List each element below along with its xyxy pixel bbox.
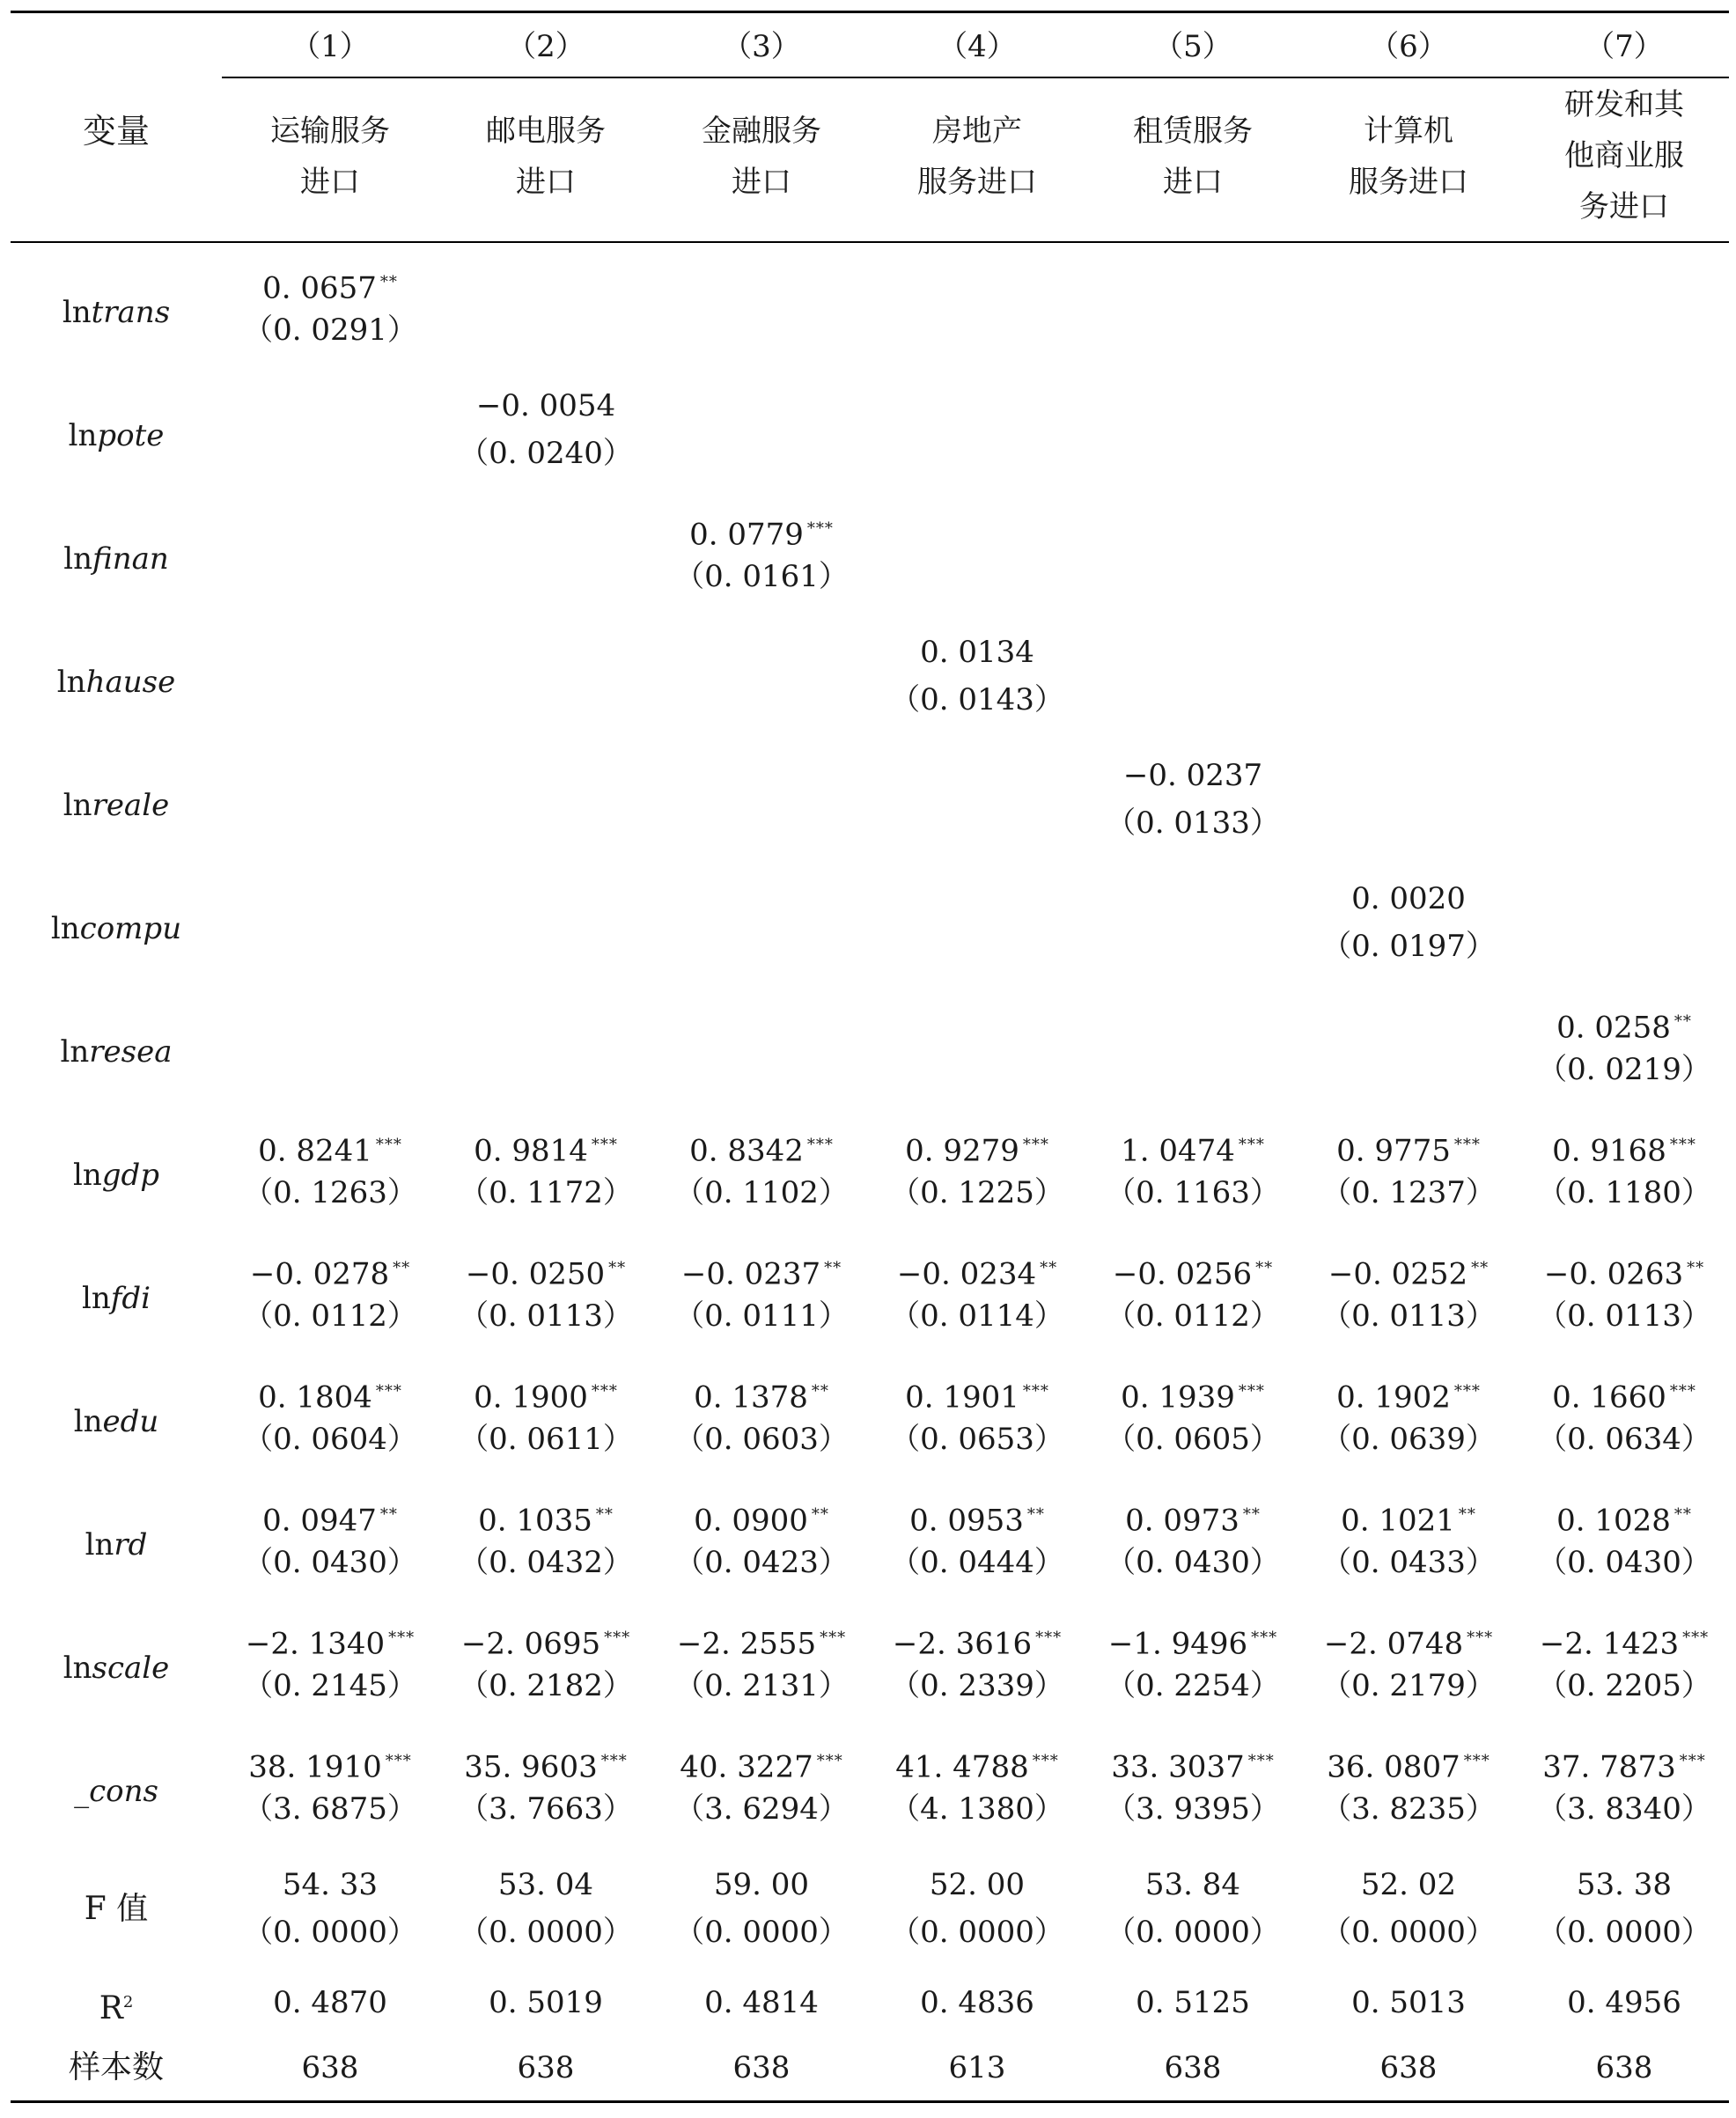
sample-size-value: 638	[1164, 2050, 1222, 2085]
column-number: （4）	[938, 29, 1017, 64]
significance-stars: ***	[1669, 1382, 1696, 1401]
significance-stars: ***	[1467, 1629, 1494, 1647]
row-label-variable: reale	[92, 788, 170, 823]
row-label-variable: hause	[85, 665, 176, 700]
standard-error: （0. 0423）	[674, 1545, 849, 1580]
standard-error: （0. 0114）	[890, 1298, 1064, 1334]
coefficient	[638, 505, 885, 558]
column-number-rule	[222, 77, 1729, 78]
standard-error: （0. 1225）	[890, 1175, 1064, 1210]
row-label-prefix: ln	[50, 911, 80, 946]
coefficient	[1285, 1245, 1532, 1298]
standard-error: （0. 0133）	[1106, 805, 1280, 841]
f-stat-value: 52. 00	[929, 1867, 1026, 1902]
coefficient	[1501, 998, 1736, 1051]
column-name-line: 服务进口	[1349, 165, 1468, 200]
coefficient	[423, 1738, 669, 1791]
f-stat-pvalue: （0. 0000）	[459, 1915, 633, 1950]
f-stat-label: F 值	[84, 1891, 149, 1927]
r-squared-label	[11, 1979, 222, 2033]
sample-size-value: 638	[517, 2050, 575, 2085]
row-label	[11, 1275, 222, 1322]
coefficient-value: 0. 0258	[1556, 1010, 1671, 1046]
row-label	[11, 1151, 222, 1199]
significance-stars: **	[1255, 1259, 1274, 1277]
coefficient	[854, 1122, 1100, 1174]
coefficient-value: −2. 1423	[1539, 1626, 1680, 1662]
coefficient	[1501, 1122, 1736, 1174]
row-label-prefix: ln	[62, 295, 92, 330]
sample-size-value: 638	[1595, 2050, 1653, 2085]
r-squared-label-sup: 2	[122, 1993, 134, 2011]
standard-error: （0. 0603）	[674, 1422, 849, 1457]
significance-stars: ***	[1453, 1382, 1481, 1401]
coefficient-value: 0. 1901	[905, 1379, 1019, 1416]
coefficient-value: −1. 9496	[1107, 1626, 1248, 1662]
coefficient-value: 0. 8342	[689, 1133, 804, 1169]
coefficient	[1070, 752, 1316, 799]
row-label-prefix: ln	[63, 541, 93, 577]
standard-error: （3. 9395）	[1106, 1791, 1280, 1827]
r-squared-value: 0. 5125	[1136, 1985, 1250, 2020]
row-label-variable: gdp	[101, 1158, 160, 1193]
coefficient	[207, 1368, 453, 1421]
coefficient	[638, 1738, 885, 1791]
coefficient	[1285, 1491, 1532, 1544]
standard-error: （0. 0197）	[1321, 929, 1496, 964]
coefficient	[1285, 1122, 1532, 1174]
column-name	[872, 106, 1083, 208]
row-label-prefix: ln	[68, 418, 98, 453]
row-label-variable: finan	[92, 541, 169, 577]
significance-stars: ***	[375, 1382, 402, 1401]
coefficient-value: 41. 4788	[895, 1749, 1029, 1785]
f-stat-pvalue: （0. 0000）	[1537, 1915, 1711, 1950]
standard-error: （0. 1172）	[459, 1175, 633, 1210]
coefficient	[423, 1368, 669, 1421]
column-name-line: 他商业服	[1564, 138, 1684, 173]
coefficient-value: −0. 0250	[465, 1256, 606, 1292]
standard-error: （0. 0430）	[1537, 1545, 1711, 1580]
coefficient-value: 0. 0779	[689, 517, 804, 553]
column-number: （3）	[722, 29, 801, 64]
row-label-prefix: ln	[63, 788, 92, 823]
r-squared-value: 0. 4836	[920, 1985, 1034, 2020]
top-rule	[11, 11, 1729, 13]
coefficient-value: 0. 1900	[474, 1379, 588, 1416]
variable-header: 变量	[82, 112, 150, 151]
significance-stars: **	[1040, 1259, 1058, 1277]
coefficient-value: −0. 0278	[249, 1256, 390, 1292]
coefficient	[854, 629, 1100, 676]
standard-error: （0. 0653）	[890, 1422, 1064, 1457]
standard-error: （3. 8340）	[1537, 1791, 1711, 1827]
coefficient-value: −2. 0695	[460, 1626, 601, 1662]
column-name	[224, 106, 436, 208]
significance-stars: ***	[1669, 1136, 1696, 1154]
column-number: （1）	[291, 29, 370, 64]
significance-stars: ***	[1251, 1629, 1278, 1647]
significance-stars: ***	[816, 1752, 843, 1770]
coefficient	[854, 1614, 1100, 1667]
standard-error: （0. 0604）	[243, 1422, 417, 1457]
row-label-prefix: ln	[72, 1158, 102, 1193]
standard-error: （0. 0639）	[1321, 1422, 1496, 1457]
column-number: （6）	[1369, 29, 1448, 64]
coefficient	[207, 1491, 453, 1544]
significance-stars: ***	[1022, 1136, 1049, 1154]
coefficient-value: 0. 8241	[258, 1133, 372, 1169]
f-stat-value: 53. 04	[497, 1867, 594, 1902]
f-stat-pvalue: （0. 0000）	[1106, 1915, 1280, 1950]
significance-stars: ***	[820, 1629, 847, 1647]
r-squared-label-text: R	[99, 1990, 123, 2026]
coefficient-value: −0. 0054	[475, 388, 616, 423]
coefficient-value: 37. 7873	[1542, 1749, 1676, 1785]
coefficient-value: 35. 9603	[464, 1749, 598, 1785]
standard-error: （0. 0444）	[890, 1545, 1064, 1580]
coefficient	[1070, 1122, 1316, 1174]
standard-error: （0. 0291）	[243, 313, 417, 348]
r-squared-value: 0. 5013	[1351, 1985, 1466, 2020]
coefficient	[1501, 1614, 1736, 1667]
coefficient-value: −0. 0252	[1328, 1256, 1468, 1292]
standard-error: （0. 0430）	[243, 1545, 417, 1580]
standard-error: （0. 1163）	[1106, 1175, 1280, 1210]
r-squared-value: 0. 4956	[1567, 1985, 1681, 2020]
row-label	[11, 412, 222, 460]
row-label-variable: trans	[91, 295, 171, 330]
column-name-line: 进口	[300, 165, 360, 200]
sample-size-label: 样本数	[68, 2049, 164, 2085]
standard-error: （0. 2179）	[1321, 1668, 1496, 1703]
row-label-prefix: ln	[73, 1404, 103, 1439]
r-squared-value: 0. 4870	[273, 1985, 387, 2020]
coefficient	[1285, 875, 1532, 923]
standard-error: （0. 1237）	[1321, 1175, 1496, 1210]
column-name-line: 运输服务	[270, 114, 390, 149]
standard-error: （4. 1380）	[890, 1791, 1064, 1827]
coefficient	[207, 1122, 453, 1174]
significance-stars: ***	[1679, 1752, 1706, 1770]
row-label-variable: pote	[97, 418, 165, 453]
coefficient-value: −0. 0237	[1122, 758, 1263, 793]
row-label-variable: compu	[79, 911, 182, 946]
r-squared-value: 0. 4814	[704, 1985, 819, 2020]
coefficient-value: −2. 3616	[892, 1626, 1033, 1662]
coefficient-value: 0. 9279	[905, 1133, 1019, 1169]
significance-stars: **	[1673, 1012, 1692, 1031]
coefficient	[638, 1491, 885, 1544]
f-stat-pvalue: （0. 0000）	[674, 1915, 849, 1950]
coefficient-value: −0. 0263	[1543, 1256, 1684, 1292]
f-stat-value: 53. 84	[1144, 1867, 1241, 1902]
column-name-line: 金融服务	[702, 114, 821, 149]
standard-error: （0. 0430）	[1106, 1545, 1280, 1580]
coefficient-value: 0. 0900	[694, 1503, 808, 1539]
f-stat-value: 53. 38	[1576, 1867, 1673, 1902]
coefficient	[638, 1368, 885, 1421]
coefficient-value: 0. 0134	[920, 635, 1034, 670]
significance-stars: ***	[806, 1136, 834, 1154]
row-label	[11, 782, 222, 829]
coefficient	[1501, 1738, 1736, 1791]
column-name-line: 研发和其	[1564, 87, 1684, 122]
significance-stars: **	[595, 1505, 614, 1524]
significance-stars: ***	[604, 1629, 631, 1647]
row-label-prefix: _	[74, 1774, 90, 1809]
coefficient-value: −2. 0748	[1323, 1626, 1464, 1662]
coefficient	[207, 1738, 453, 1791]
coefficient-value: 40. 3227	[680, 1749, 813, 1785]
coefficient	[423, 382, 669, 430]
column-name-line: 邮电服务	[486, 114, 606, 149]
standard-error: （0. 0143）	[890, 682, 1064, 717]
row-label-prefix: ln	[85, 1527, 114, 1563]
significance-stars: **	[379, 1505, 398, 1524]
standard-error: （0. 0611）	[459, 1422, 633, 1457]
f-stat-value: 54. 33	[282, 1867, 379, 1902]
significance-stars: ***	[375, 1136, 402, 1154]
significance-stars: ***	[1032, 1752, 1059, 1770]
coefficient-value: 1. 0474	[1121, 1133, 1235, 1169]
coefficient	[638, 1245, 885, 1298]
row-label	[11, 1521, 222, 1569]
significance-stars: **	[1458, 1505, 1476, 1524]
coefficient	[1070, 1738, 1316, 1791]
coefficient-value: −0. 0234	[896, 1256, 1037, 1292]
row-label-prefix: ln	[81, 1281, 111, 1316]
row-label-variable: scale	[92, 1651, 170, 1686]
coefficient	[423, 1614, 669, 1667]
standard-error: （0. 2254）	[1106, 1668, 1280, 1703]
coefficient	[1501, 1368, 1736, 1421]
standard-error: （3. 7663）	[459, 1791, 633, 1827]
coefficient-value: 0. 0953	[909, 1503, 1024, 1539]
significance-stars: ***	[388, 1629, 416, 1647]
row-label-variable: fdi	[110, 1281, 151, 1316]
bottom-rule	[11, 2100, 1729, 2103]
row-label-variable: resea	[89, 1034, 173, 1070]
significance-stars: ***	[1247, 1752, 1275, 1770]
f-stat-pvalue: （0. 0000）	[1321, 1915, 1496, 1950]
standard-error: （0. 0240）	[459, 436, 633, 471]
column-name-line: 计算机	[1364, 114, 1453, 149]
significance-stars: **	[811, 1505, 829, 1524]
significance-stars: **	[1242, 1505, 1261, 1524]
row-label	[11, 1028, 222, 1076]
coefficient-value: 0. 0020	[1351, 881, 1466, 916]
row-label	[11, 658, 222, 706]
coefficient-value: 0. 1035	[478, 1503, 592, 1539]
coefficient-value: 0. 0973	[1125, 1503, 1239, 1539]
coefficient	[207, 1614, 453, 1667]
coefficient-value: 0. 9775	[1336, 1133, 1451, 1169]
significance-stars: ***	[1022, 1382, 1049, 1401]
coefficient	[854, 1491, 1100, 1544]
standard-error: （0. 0113）	[1537, 1298, 1711, 1334]
row-label	[11, 1644, 222, 1692]
column-name	[1087, 106, 1298, 208]
significance-stars: ***	[1682, 1629, 1710, 1647]
coefficient-value: 0. 0947	[262, 1503, 377, 1539]
coefficient-value: 0. 0657	[262, 270, 377, 306]
column-name-line: 租赁服务	[1133, 114, 1253, 149]
significance-stars: **	[811, 1382, 829, 1401]
coefficient	[1070, 1368, 1316, 1421]
coefficient-value: 33. 3037	[1111, 1749, 1245, 1785]
standard-error: （0. 0605）	[1106, 1422, 1280, 1457]
significance-stars: ***	[591, 1382, 618, 1401]
sample-size-value: 638	[732, 2050, 791, 2085]
column-name-line: 进口	[1163, 165, 1223, 200]
coefficient	[854, 1738, 1100, 1791]
coefficient	[423, 1491, 669, 1544]
significance-stars: **	[393, 1259, 411, 1277]
coefficient	[423, 1245, 669, 1298]
column-number: （7）	[1585, 29, 1664, 64]
coefficient	[1501, 1491, 1736, 1544]
column-name	[1519, 79, 1730, 232]
coefficient	[1285, 1614, 1532, 1667]
f-stat-pvalue: （0. 0000）	[890, 1915, 1064, 1950]
coefficient	[638, 1122, 885, 1174]
standard-error: （0. 2131）	[674, 1668, 849, 1703]
coefficient	[1070, 1245, 1316, 1298]
row-label	[11, 905, 222, 952]
significance-stars: ***	[385, 1752, 412, 1770]
coefficient	[1070, 1614, 1316, 1667]
standard-error: （3. 8235）	[1321, 1791, 1496, 1827]
coefficient-value: −0. 0237	[680, 1256, 821, 1292]
column-name	[1303, 106, 1514, 208]
significance-stars: **	[1471, 1259, 1490, 1277]
standard-error: （0. 2339）	[890, 1668, 1064, 1703]
header-rule	[11, 241, 1729, 243]
coefficient-value: 36. 0807	[1327, 1749, 1460, 1785]
f-stat-pvalue: （0. 0000）	[243, 1915, 417, 1950]
row-label	[11, 289, 222, 336]
significance-stars: **	[608, 1259, 627, 1277]
column-number: （5）	[1153, 29, 1232, 64]
standard-error: （0. 0112）	[1106, 1298, 1280, 1334]
coefficient	[423, 1122, 669, 1174]
significance-stars: **	[1673, 1505, 1692, 1524]
standard-error: （0. 0112）	[243, 1298, 417, 1334]
significance-stars: ***	[591, 1136, 618, 1154]
coefficient	[638, 1614, 885, 1667]
coefficient	[1285, 1368, 1532, 1421]
coefficient	[1070, 1491, 1316, 1544]
standard-error: （0. 0219）	[1537, 1052, 1711, 1087]
column-number: （2）	[506, 29, 585, 64]
standard-error: （0. 0113）	[1321, 1298, 1496, 1334]
row-label-variable: edu	[102, 1404, 159, 1439]
coefficient-value: 0. 9168	[1552, 1133, 1666, 1169]
f-stat-value: 59. 00	[713, 1867, 810, 1902]
standard-error: （0. 1263）	[243, 1175, 417, 1210]
standard-error: （0. 2145）	[243, 1668, 417, 1703]
standard-error: （0. 1102）	[674, 1175, 849, 1210]
significance-stars: **	[824, 1259, 842, 1277]
significance-stars: ***	[1463, 1752, 1490, 1770]
column-name-line: 房地产	[932, 114, 1022, 149]
sample-size-value: 638	[1379, 2050, 1438, 2085]
coefficient-value: 0. 1939	[1121, 1379, 1235, 1416]
coefficient-value: −0. 0256	[1112, 1256, 1253, 1292]
coefficient	[854, 1245, 1100, 1298]
sample-size-value: 613	[948, 2050, 1006, 2085]
coefficient-value: 0. 1021	[1341, 1503, 1455, 1539]
coefficient-value: −2. 2555	[676, 1626, 817, 1662]
coefficient-value: 0. 1378	[694, 1379, 808, 1416]
standard-error: （0. 0433）	[1321, 1545, 1496, 1580]
coefficient	[854, 1368, 1100, 1421]
standard-error: （0. 0634）	[1537, 1422, 1711, 1457]
column-name	[440, 106, 651, 208]
column-name-line: 务进口	[1579, 189, 1669, 224]
coefficient-value: 38. 1910	[248, 1749, 382, 1785]
row-label-variable: rd	[114, 1527, 148, 1563]
standard-error: （0. 2182）	[459, 1668, 633, 1703]
row-label	[11, 1398, 222, 1445]
standard-error: （3. 6875）	[243, 1791, 417, 1827]
standard-error: （0. 0111）	[674, 1298, 849, 1334]
significance-stars: **	[379, 273, 398, 291]
coefficient-value: 0. 1902	[1336, 1379, 1451, 1416]
significance-stars: ***	[1238, 1136, 1265, 1154]
coefficient	[1285, 1738, 1532, 1791]
f-stat-value: 52. 02	[1360, 1867, 1457, 1902]
coefficient-value: −2. 1340	[245, 1626, 386, 1662]
sample-size-value: 638	[301, 2050, 359, 2085]
column-name-line: 进口	[516, 165, 576, 200]
coefficient-value: 0. 1028	[1556, 1503, 1671, 1539]
standard-error: （0. 0432）	[459, 1545, 633, 1580]
row-label	[11, 1768, 222, 1815]
significance-stars: ***	[1453, 1136, 1481, 1154]
standard-error: （0. 2205）	[1537, 1668, 1711, 1703]
column-name-line: 进口	[732, 165, 791, 200]
standard-error: （0. 1180）	[1537, 1175, 1711, 1210]
significance-stars: ***	[806, 519, 834, 538]
coefficient-value: 0. 1804	[258, 1379, 372, 1416]
row-label-variable: cons	[89, 1774, 158, 1809]
row-label-prefix: ln	[63, 1651, 92, 1686]
standard-error: （0. 0113）	[459, 1298, 633, 1334]
coefficient-value: 0. 1660	[1552, 1379, 1666, 1416]
column-name-line: 服务进口	[917, 165, 1037, 200]
coefficient	[207, 259, 453, 312]
coefficient-value: 0. 9814	[474, 1133, 588, 1169]
row-label-prefix: ln	[56, 665, 86, 700]
significance-stars: ***	[1238, 1382, 1265, 1401]
r-squared-value: 0. 5019	[489, 1985, 603, 2020]
coefficient	[1501, 1245, 1736, 1298]
standard-error: （0. 0161）	[674, 559, 849, 594]
column-name	[656, 106, 867, 208]
row-label-prefix: ln	[60, 1034, 90, 1070]
significance-stars: ***	[1035, 1629, 1063, 1647]
row-label	[11, 535, 222, 583]
significance-stars: **	[1026, 1505, 1045, 1524]
significance-stars: **	[1687, 1259, 1705, 1277]
standard-error: （3. 6294）	[674, 1791, 849, 1827]
significance-stars: ***	[600, 1752, 628, 1770]
coefficient	[207, 1245, 453, 1298]
